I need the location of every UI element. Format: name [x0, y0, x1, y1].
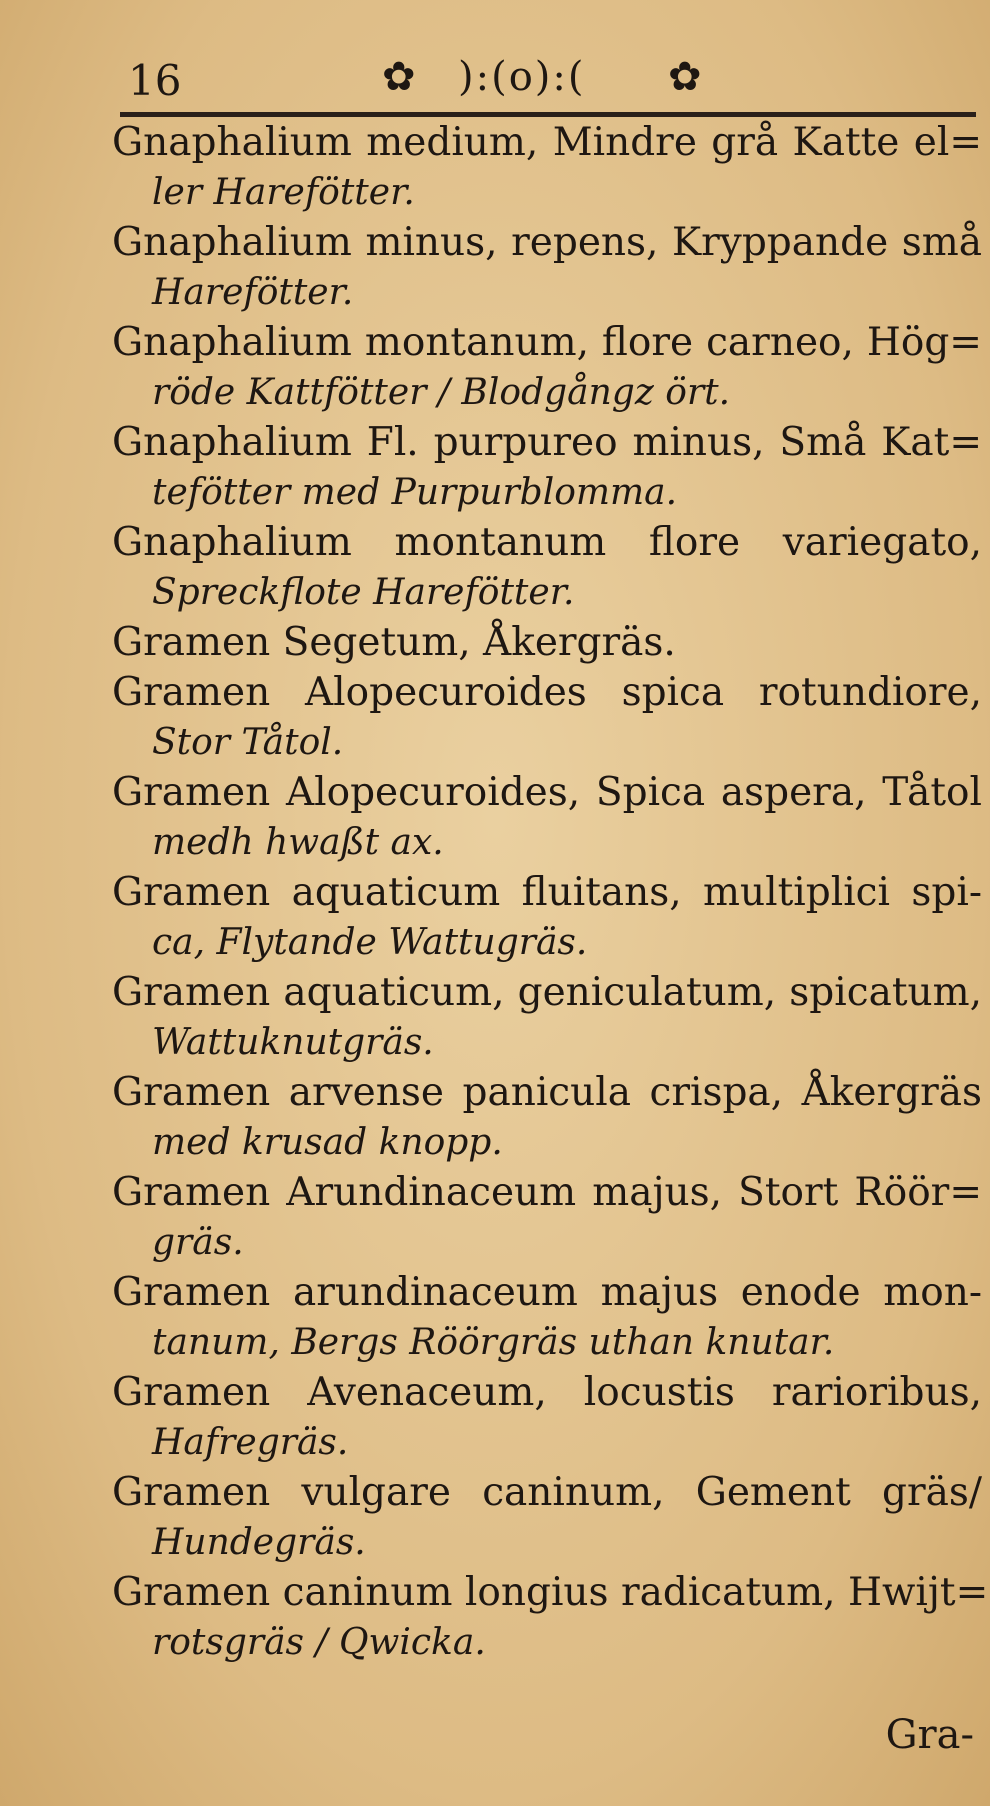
entry-continuation: Hafregräs.	[152, 1422, 349, 1463]
list-item	[112, 668, 982, 768]
entry-line: Gramen Arundinaceum majus, Stort Röör=	[112, 1170, 982, 1215]
entry-continuation: Wattuknutgräs.	[152, 1022, 434, 1063]
entry-continuation: ca, Flytande Wattugräs.	[152, 922, 588, 963]
entry-continuation: rotsgräs / Qwicka.	[152, 1622, 486, 1663]
page-number: 16	[128, 56, 182, 105]
flower-ornament-icon: ✿	[382, 54, 416, 100]
entry-line: Gramen aquaticum fluitans, multiplici spi-	[112, 870, 982, 915]
entry-line: Gramen arvense panicula crispa, Åkergräs	[112, 1070, 982, 1115]
entry-continuation: Hundegräs.	[152, 1522, 366, 1563]
entry-line: Gramen Avenaceum, locustis rarioribus,	[112, 1370, 982, 1415]
list-item	[112, 618, 982, 668]
entry-line: Gnaphalium medium, Mindre grå Katte el=	[112, 120, 982, 165]
header-rule	[120, 112, 976, 117]
page-header	[120, 50, 980, 110]
entry-line: Gramen arundinaceum majus enode mon-	[112, 1270, 982, 1315]
entry-line: Gramen Segetum, Åkergräs.	[112, 620, 676, 665]
list-item	[112, 118, 982, 218]
entry-continuation: tanum, Bergs Röörgräs uthan knutar.	[152, 1322, 835, 1363]
entry-line: Gnaphalium montanum, flore carneo, Hög=	[112, 320, 982, 365]
list-item	[112, 518, 982, 618]
list-item	[112, 1568, 989, 1668]
list-item	[112, 868, 982, 968]
entry-line: Gramen Alopecuroides spica rotundiore,	[112, 670, 982, 715]
entry-line: Gramen aquaticum, geniculatum, spicatum,	[112, 970, 982, 1015]
entry-continuation: med krusad knopp.	[152, 1122, 503, 1163]
entry-continuation: Harefötter.	[152, 272, 354, 313]
entry-line: Gramen vulgare caninum, Gement gräs/	[112, 1470, 982, 1515]
list-item	[112, 1168, 982, 1268]
entry-continuation: medh hwaßt ax.	[152, 822, 444, 863]
entry-line: Gramen Alopecuroides, Spica aspera, Tåtol	[112, 770, 982, 815]
entry-line: Gnaphalium montanum flore variegato,	[112, 520, 982, 565]
list-item	[112, 218, 982, 318]
list-item	[112, 968, 982, 1068]
entry-line: Gnaphalium Fl. purpureo minus, Små Kat=	[112, 420, 982, 465]
list-item	[112, 418, 982, 518]
catchword: Gra-	[885, 1712, 974, 1758]
entry-line: Gramen caninum longius radicatum, Hwijt=	[112, 1570, 989, 1615]
entry-continuation: ler Harefötter.	[152, 172, 415, 213]
list-item	[112, 1468, 982, 1568]
flower-ornament-icon: ✿	[668, 54, 702, 100]
entry-continuation: röde Kattfötter / Blodgångz ört.	[152, 372, 731, 413]
entry-continuation: Spreckflote Harefötter.	[152, 572, 575, 613]
entry-line: Gnaphalium minus, repens, Kryppande små	[112, 220, 982, 265]
header-decoration: ):(o):(	[458, 54, 586, 100]
list-item	[112, 1368, 982, 1468]
list-item	[112, 1068, 982, 1168]
list-item	[112, 768, 982, 868]
entry-continuation: tefötter med Purpurblomma.	[152, 472, 678, 513]
entry-list	[112, 118, 989, 1668]
entry-continuation: Stor Tåtol.	[152, 722, 344, 763]
list-item	[112, 318, 982, 418]
list-item	[112, 1268, 982, 1368]
entry-continuation: gräs.	[152, 1222, 244, 1263]
